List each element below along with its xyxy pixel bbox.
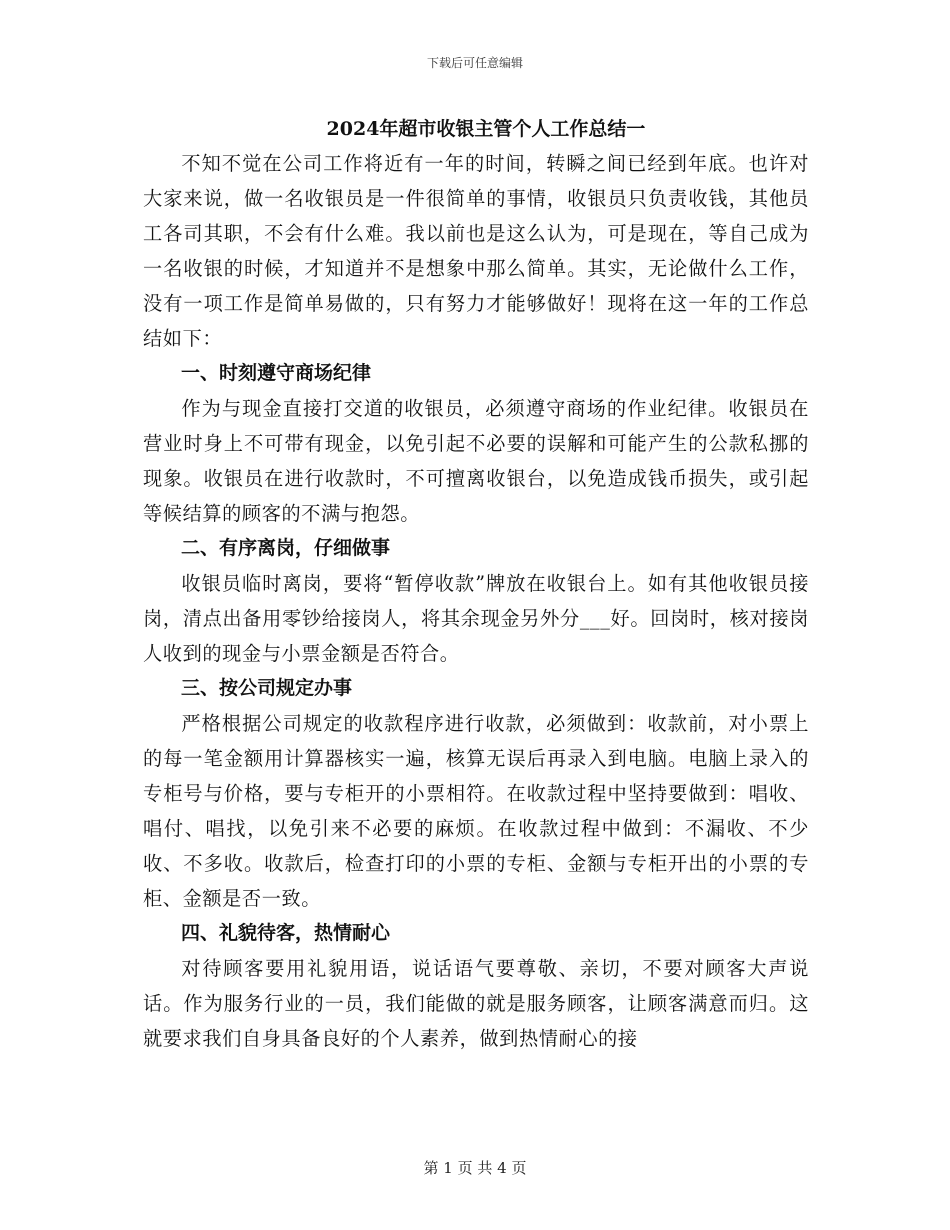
section-heading-2: 二、有序离岗，仔细做事 xyxy=(181,537,391,559)
header-note: 下载后可任意编辑 xyxy=(426,56,523,70)
section-body-4: 对待顾客要用礼貌用语，说话语气要尊敬、亲切，不要对顾客大声说话。作为服务行业的一员，我们能做的就是服务顾客，让顾客满意而归。这就要求我们自身具备良好的个人素养，做到热情耐心的接 xyxy=(143,957,809,1050)
section-heading-4: 四、礼貌待客，热情耐心 xyxy=(181,922,391,944)
document-body xyxy=(143,112,809,1056)
section-body-2: 收银员临时离岗，要将“暂停收款”牌放在收银台上。如有其他收银员接岗，清点出备用零钞给接岗人，将其余现金另外分___好。回岗时，核对接岗人收到的现金与小票金额是否符合。 xyxy=(143,572,809,665)
section-body-3: 严格根据公司规定的收款程序进行收款，必须做到：收款前，对小票上的每一笔金额用计算器核实一遍，核算无误后再录入到电脑。电脑上录入的专柜号与价格，要与专柜开的小票相符。在收款过程中坚持要做到：唱收、唱付、唱找，以免引来不必要的麻烦。在收款过程中做到：不漏收、不少收、不多收。收款后，检查打印的小票的专柜、金额与专柜开出的小票的专柜、金额是否一致。 xyxy=(143,712,809,910)
section-heading-3: 三、按公司规定办事 xyxy=(181,677,353,699)
intro-paragraph: 不知不觉在公司工作将近有一年的时间，转瞬之间已经到年底。也许对大家来说，做一名收银员是一件很简单的事情，收银员只负责收钱，其他员工各司其职，不会有什么难。我以前也是这么认为，可是现在，等自己成为一名收银的时候，才知道并不是想象中那么简单。其实，无论做什么工作，没有一项工作是简单易做的，只有努力才能够做好！现将在这一年的工作总结如下： xyxy=(143,152,809,350)
section-heading-1: 一、时刻遵守商场纪律 xyxy=(181,362,372,384)
page-number: 第 1 页 共 4 页 xyxy=(423,1159,527,1177)
document-title: 2024年超市收银主管个人工作总结一 xyxy=(326,118,646,140)
section-body-1: 作为与现金直接打交道的收银员，必须遵守商场的作业纪律。收银员在营业时身上不可带有现金，以免引起不必要的误解和可能产生的公款私挪的现象。收银员在进行收款时，不可擅离收银台，以免造成钱币损失，或引起等候结算的顾客的不满与抱怨。 xyxy=(143,397,809,525)
